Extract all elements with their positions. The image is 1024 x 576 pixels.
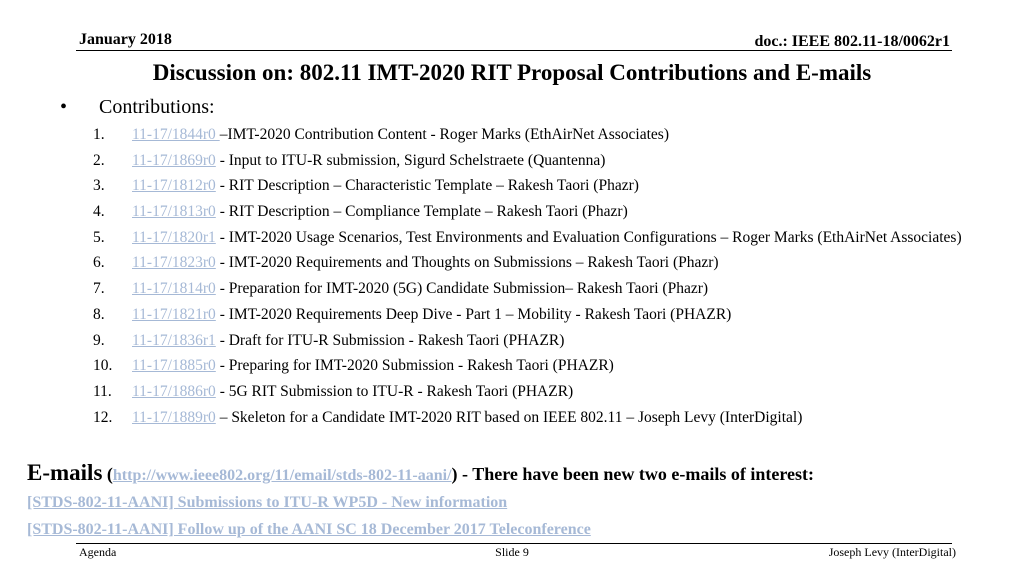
bullet-icon: • — [60, 96, 68, 118]
contribution-link[interactable]: 11-17/1869r0 — [132, 151, 216, 169]
list-item — [93, 357, 993, 375]
item-number: 12. — [93, 408, 113, 426]
header-date: January 2018 — [79, 31, 172, 48]
header-doc-id: doc.: IEEE 802.11-18/0062r1 — [754, 33, 950, 50]
contribution-text: – Skeleton for a Candidate IMT-2020 RIT based on IEEE 802.11 – Joseph Levy (InterDigital) — [215, 408, 803, 426]
email-archive-link[interactable]: http://www.ieee802.org/11/email/stds-802-11-aani/ — [112, 467, 452, 484]
contribution-text: - Preparing for IMT-2020 Submission - Rakesh Taori (PHAZR) — [215, 357, 614, 375]
contribution-link[interactable]: 11-17/1820r1 — [132, 228, 216, 246]
contribution-text: - IMT-2020 Usage Scenarios, Test Environments and Evaluation Configurations – Roger Marks (EthAirNet Associates) — [215, 228, 962, 246]
contribution-link[interactable]: 11-17/1886r0 — [132, 382, 216, 400]
footer-author: Joseph Levy (InterDigital) — [828, 545, 956, 559]
contribution-link[interactable]: 11-17/1844r0 — [132, 126, 220, 143]
item-number: 10. — [93, 357, 113, 375]
item-number: 5. — [93, 228, 105, 246]
item-number: 4. — [93, 203, 105, 221]
list-item — [93, 383, 993, 401]
contribution-link[interactable]: 11-17/1813r0 — [132, 203, 216, 221]
contribution-link[interactable]: 11-17/1821r0 — [132, 305, 216, 323]
header-divider — [76, 50, 952, 51]
contribution-link[interactable]: 11-17/1812r0 — [132, 177, 216, 195]
item-number: 9. — [93, 331, 105, 349]
contribution-link[interactable]: 11-17/1823r0 — [132, 254, 216, 272]
emails-heading: E-mails — [27, 460, 103, 485]
list-item — [93, 203, 993, 221]
email-link-follow-up[interactable]: [STDS-802-11-AANI] Follow up of the AANI SC 18 December 2017 Teleconference — [27, 521, 591, 538]
contribution-text: - Input to ITU-R submission, Sigurd Schelstraete (Quantenna) — [215, 151, 606, 169]
item-number: 7. — [93, 280, 105, 298]
contribution-text: - RIT Description – Compliance Template – Rakesh Taori (Phazr) — [215, 203, 628, 221]
list-item — [93, 152, 993, 170]
contribution-text: - Draft for ITU-R Submission - Rakesh Taori (PHAZR) — [215, 331, 565, 349]
item-number: 6. — [93, 254, 105, 272]
emails-description: ) - There have been new two e-mails of interest: — [451, 464, 814, 484]
contribution-text: - IMT-2020 Requirements and Thoughts on Submissions – Rakesh Taori (Phazr) — [215, 254, 719, 272]
contribution-text: - Preparation for IMT-2020 (5G) Candidate Submission– Rakesh Taori (Phazr) — [215, 280, 709, 298]
email-link-submissions[interactable]: [STDS-802-11-AANI] Submissions to ITU-R WP5D - New information — [27, 494, 508, 511]
contribution-text: - 5G RIT Submission to ITU-R - Rakesh Taori (PHAZR) — [215, 382, 574, 400]
footer-slide-number: Slide 9 — [495, 545, 529, 559]
contribution-link[interactable]: 11-17/1836r1 — [132, 331, 216, 349]
emails-heading-line — [27, 460, 814, 486]
emails-open-paren: ( — [102, 464, 113, 484]
item-number: 3. — [93, 177, 105, 195]
contributions-heading: Contributions: — [99, 96, 215, 118]
list-item — [93, 332, 993, 350]
contribution-link[interactable]: 11-17/1889r0 — [132, 408, 216, 426]
list-item — [93, 409, 993, 427]
item-number: 11. — [93, 382, 112, 400]
item-number: 2. — [93, 151, 105, 169]
footer-divider — [76, 543, 952, 544]
list-item — [93, 280, 993, 298]
contribution-link[interactable]: 11-17/1814r0 — [132, 280, 216, 298]
list-item — [93, 229, 993, 247]
footer-agenda: Agenda — [79, 545, 117, 559]
item-number: 1. — [93, 126, 105, 143]
contribution-text: - RIT Description – Characteristic Template – Rakesh Taori (Phazr) — [215, 177, 639, 195]
item-number: 8. — [93, 305, 105, 323]
slide-title: Discussion on: 802.11 IMT-2020 RIT Proposal Contributions and E-mails — [152, 60, 872, 85]
list-item — [93, 254, 993, 272]
contribution-text: –IMT-2020 Contribution Content - Roger Marks (EthAirNet Associates) — [219, 126, 669, 143]
list-item — [93, 126, 993, 144]
contributions-list — [93, 126, 993, 434]
contribution-link[interactable]: 11-17/1885r0 — [132, 357, 216, 375]
list-item — [93, 177, 993, 195]
contribution-text: - IMT-2020 Requirements Deep Dive - Part 1 – Mobility - Rakesh Taori (PHAZR) — [215, 305, 732, 323]
list-item — [93, 306, 993, 324]
